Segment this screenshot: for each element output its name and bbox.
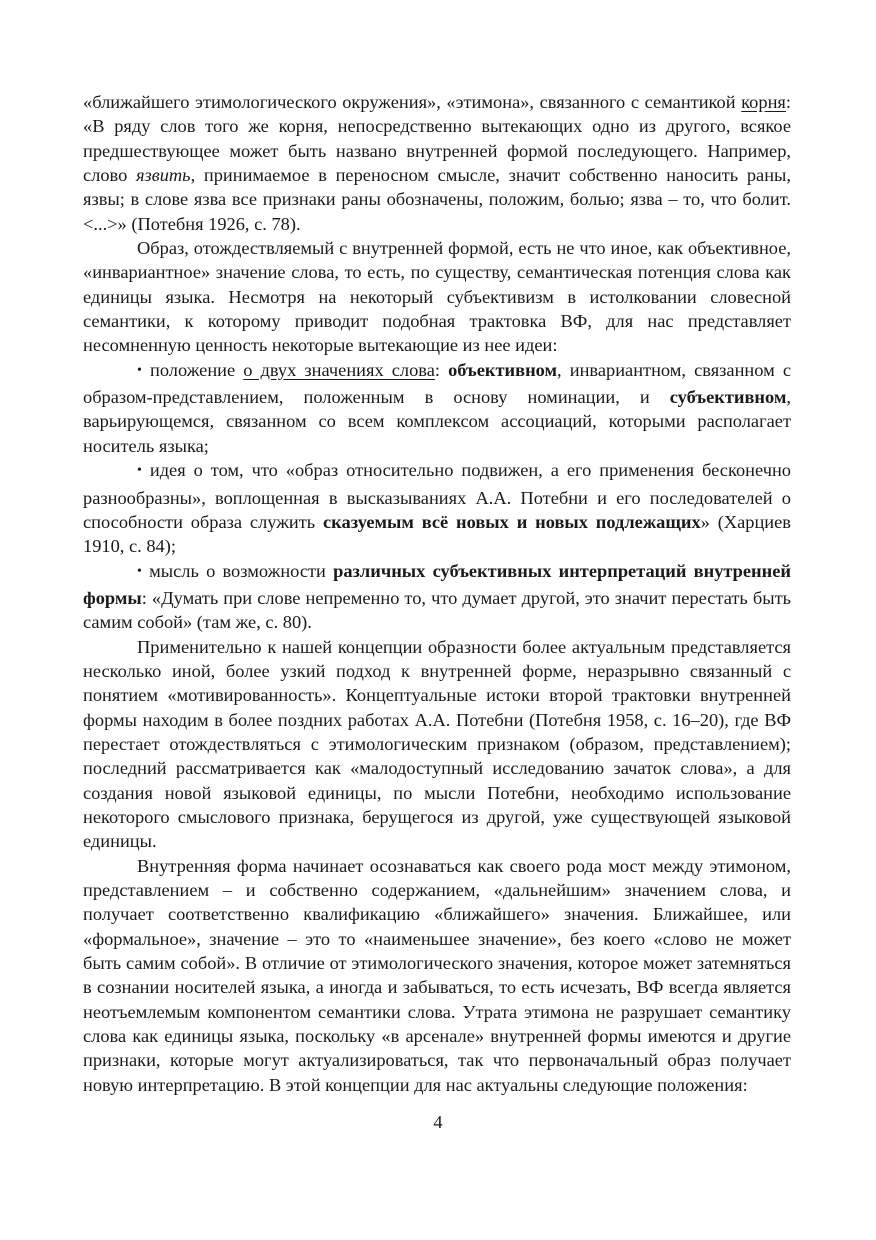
paragraph-2: Образ, отождествляемый с внутренней формой, есть не что иное, как объективное, «инвариантное» значение слова, то есть, по существу, семантическая потенция слова как единицы языка. Несмотря на некоторый субъективизм в истолковании словесной семантики, к которому приводит подобная трактовка ВФ, для нас представляет несомненную ценность некоторые вытекающие из нее идеи: — [83, 238, 791, 356]
bullet-item-2: • идея о том, что «образ относительно подвижен, а его применения бесконечно разнообразны», воплощенная в высказываниях А.А. Потебни и его последователей о способности образа служить сказуемым всё новых и новых подлежащих» (Харциев 1910, с. 84); — [83, 460, 791, 557]
underlined-term: корня — [741, 92, 786, 112]
italic-term: язвить — [136, 165, 191, 186]
bullet-icon: • — [137, 362, 142, 378]
bullet-item-3: • мысль о возможности различных субъективных интерпретаций внутренней формы: «Думать при слове непременно то, что думает другой, это значит перестать быть самим собой» (там же, с. 80). — [83, 560, 791, 633]
paragraph-3: Применительно к нашей концепции образности более актуальным представляется несколько иной, более узкий подход к внутренней форме, неразрывно связанный с понятием «мотивированность». Концептуальные истоки второй трактовки внутренней формы находим в более поздних работах А.А. Потебни (Потебня 1958, с. 16–20), где ВФ перестает отождествляться с этимологическим признаком (образом, представлением); последний рассматривается как «малодоступный исследованию зачаток слова», а для создания новой языковой единицы, по мысли Потебни, необходимо использование некоторого смыслового признака, берущегося из другой, уже существующей языковой единицы. — [83, 636, 791, 852]
page-number: 4 — [433, 1112, 443, 1132]
page-body — [83, 90, 791, 1097]
bullet-icon: • — [137, 463, 142, 479]
paragraph-4: Внутренняя форма начинает осознаваться как своего рода мост между этимоном, представлением – и собственно содержанием, «дальнейшим» значением слова, и получает соответственно квалификацию «ближайшего» значения. Ближайшее, или «формальное», значение – это то «наименьшее значение», без коего «слово не может быть самим собой». В отличие от этимологического значения, которое может затемняться в сознании носителей языка, а иногда и забываться, то есть исчезать, ВФ всегда является неотъемлемым компонентом семантики слова. Утрата этимона не разрушает семантику слова как единицы языка, поскольку «в арсенале» внутренней формы имеются и другие признаки, которые могут актуализироваться, так что первоначальный образ получает новую интерпретацию. В этой концепции для нас актуальны следующие положения: — [83, 855, 791, 1095]
bullet-item-1: • положение о двух значениях слова: объективном, инвариантном, связанном с образом-представлением, положенным в основу номинации, и субъективном, варьирующемся, связанном со всем комплексом ассоциаций, которыми располагает носитель языка; — [83, 359, 791, 456]
paragraph-1: «ближайшего этимологического окружения», «этимона», связанного с семантикой корня: «В ряду слов того же корня, непосредственно вытекающих одно из другого, всякое предшествующее может быть названо внутренней формой последующего. Например, слово язвить, принимаемое в переносном смысле, значит собственно наносить раны, язвы; в слове язва все признаки раны обозначены, положим, болью; язва – то, что болит. <...>» (Потебня 1926, с. 78). — [83, 92, 791, 234]
bullet-icon: • — [137, 563, 142, 579]
